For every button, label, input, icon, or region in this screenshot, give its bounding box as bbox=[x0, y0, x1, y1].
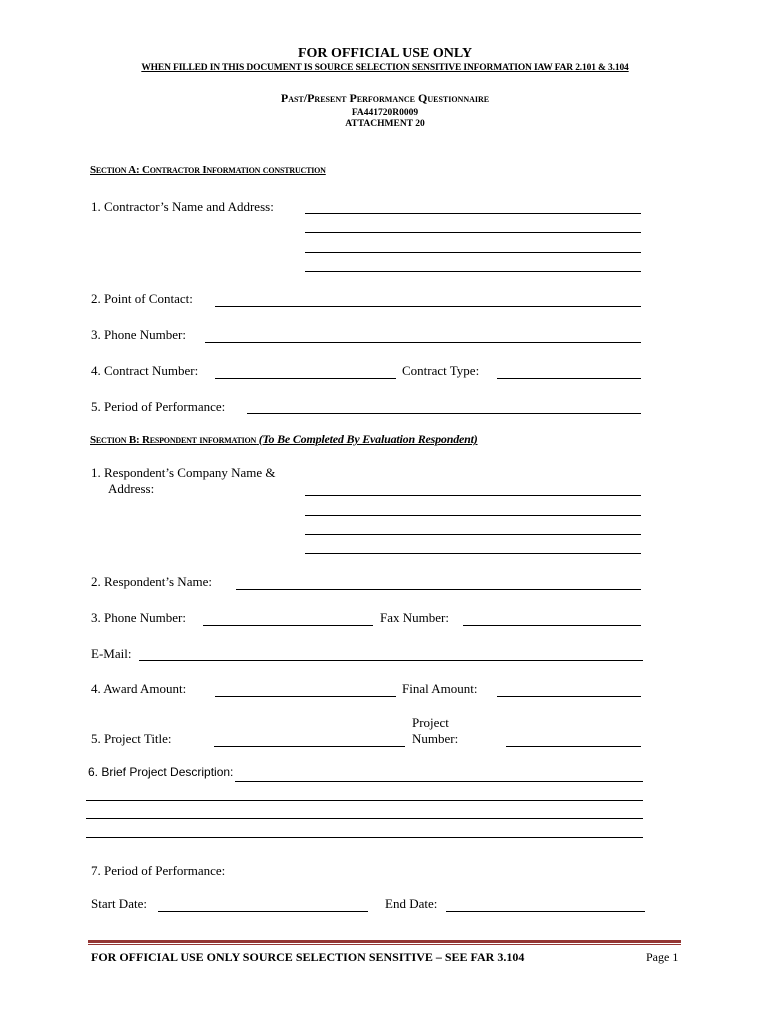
footer-rule bbox=[88, 940, 681, 943]
contractor-phone-field[interactable] bbox=[205, 342, 641, 343]
section-b-heading bbox=[90, 432, 478, 447]
contractor-period-field[interactable] bbox=[247, 413, 641, 414]
point-of-contact-label: 2. Point of Contact: bbox=[91, 291, 193, 306]
project-description-label: 6. Brief Project Description: bbox=[88, 765, 234, 779]
award-amount-label: 4. Award Amount: bbox=[91, 681, 187, 696]
project-title-field[interactable] bbox=[214, 746, 405, 747]
start-date-label: Start Date: bbox=[91, 896, 147, 911]
project-description-field-4[interactable] bbox=[86, 837, 643, 838]
project-description-field-2[interactable] bbox=[86, 800, 643, 801]
respondent-address-label: Address: bbox=[108, 481, 155, 496]
email-label: E-Mail: bbox=[91, 646, 132, 661]
respondent-address-field-1[interactable] bbox=[305, 515, 641, 516]
attachment-label: ATTACHMENT 20 bbox=[345, 119, 425, 129]
contract-number-field[interactable] bbox=[215, 378, 396, 379]
section-b-note: (To Be Completed By Evaluation Respondent) bbox=[258, 432, 478, 446]
fax-number-field[interactable] bbox=[463, 625, 641, 626]
respondent-period-label: 7. Period of Performance: bbox=[91, 863, 226, 878]
end-date-label: End Date: bbox=[385, 896, 438, 911]
project-title-label: 5. Project Title: bbox=[91, 731, 172, 746]
contract-number-label: 4. Contract Number: bbox=[91, 363, 199, 378]
page-number: Page 1 bbox=[646, 950, 679, 964]
respondent-address-field-3[interactable] bbox=[305, 553, 641, 554]
final-amount-field[interactable] bbox=[497, 696, 641, 697]
point-of-contact-field[interactable] bbox=[215, 306, 641, 307]
section-b-title: Section B: Respondent information bbox=[90, 434, 257, 446]
contract-type-field[interactable] bbox=[497, 378, 641, 379]
solicitation-number: FA441720R0009 bbox=[351, 108, 419, 118]
project-description-field-1[interactable] bbox=[235, 781, 643, 782]
contractor-name-field[interactable] bbox=[305, 213, 641, 214]
respondent-company-label: 1. Respondent’s Company Name & bbox=[91, 465, 276, 480]
contract-type-label: Contract Type: bbox=[402, 363, 480, 378]
contractor-address-field-2[interactable] bbox=[305, 252, 641, 253]
project-number-label-top: Project bbox=[412, 715, 449, 730]
project-number-label: Number: bbox=[412, 731, 459, 746]
contractor-address-field-1[interactable] bbox=[305, 232, 641, 233]
contractor-address-field-3[interactable] bbox=[305, 271, 641, 272]
contractor-phone-label: 3. Phone Number: bbox=[91, 327, 186, 342]
footer-notice: FOR OFFICIAL USE ONLY SOURCE SELECTION SENSITIVE – SEE FAR 3.104 bbox=[91, 950, 525, 964]
award-amount-field[interactable] bbox=[215, 696, 396, 697]
respondent-phone-label: 3. Phone Number: bbox=[91, 610, 186, 625]
start-date-field[interactable] bbox=[158, 911, 368, 912]
contractor-period-label: 5. Period of Performance: bbox=[91, 399, 226, 414]
respondent-company-field[interactable] bbox=[305, 495, 641, 496]
respondent-name-field[interactable] bbox=[236, 589, 641, 590]
document-title: FOR OFFICIAL USE ONLY bbox=[297, 46, 473, 61]
section-a-heading: Section A: Contractor Information construction bbox=[90, 164, 326, 176]
respondent-address-field-2[interactable] bbox=[305, 534, 641, 535]
project-description-field-3[interactable] bbox=[86, 818, 643, 819]
sensitivity-notice: WHEN FILLED IN THIS DOCUMENT IS SOURCE SELECTION SENSITIVE INFORMATION IAW FAR 2.101 & 3.104 bbox=[141, 63, 629, 73]
contractor-name-label: 1. Contractor’s Name and Address: bbox=[91, 199, 274, 214]
final-amount-label: Final Amount: bbox=[402, 681, 478, 696]
respondent-phone-field[interactable] bbox=[203, 625, 373, 626]
email-field[interactable] bbox=[139, 660, 643, 661]
end-date-field[interactable] bbox=[446, 911, 645, 912]
respondent-name-label: 2. Respondent’s Name: bbox=[91, 574, 212, 589]
fax-number-label: Fax Number: bbox=[380, 610, 449, 625]
footer-rule-thin bbox=[88, 944, 681, 945]
form-title: Past/Present Performance Questionnaire bbox=[280, 91, 490, 105]
project-number-field[interactable] bbox=[506, 746, 641, 747]
